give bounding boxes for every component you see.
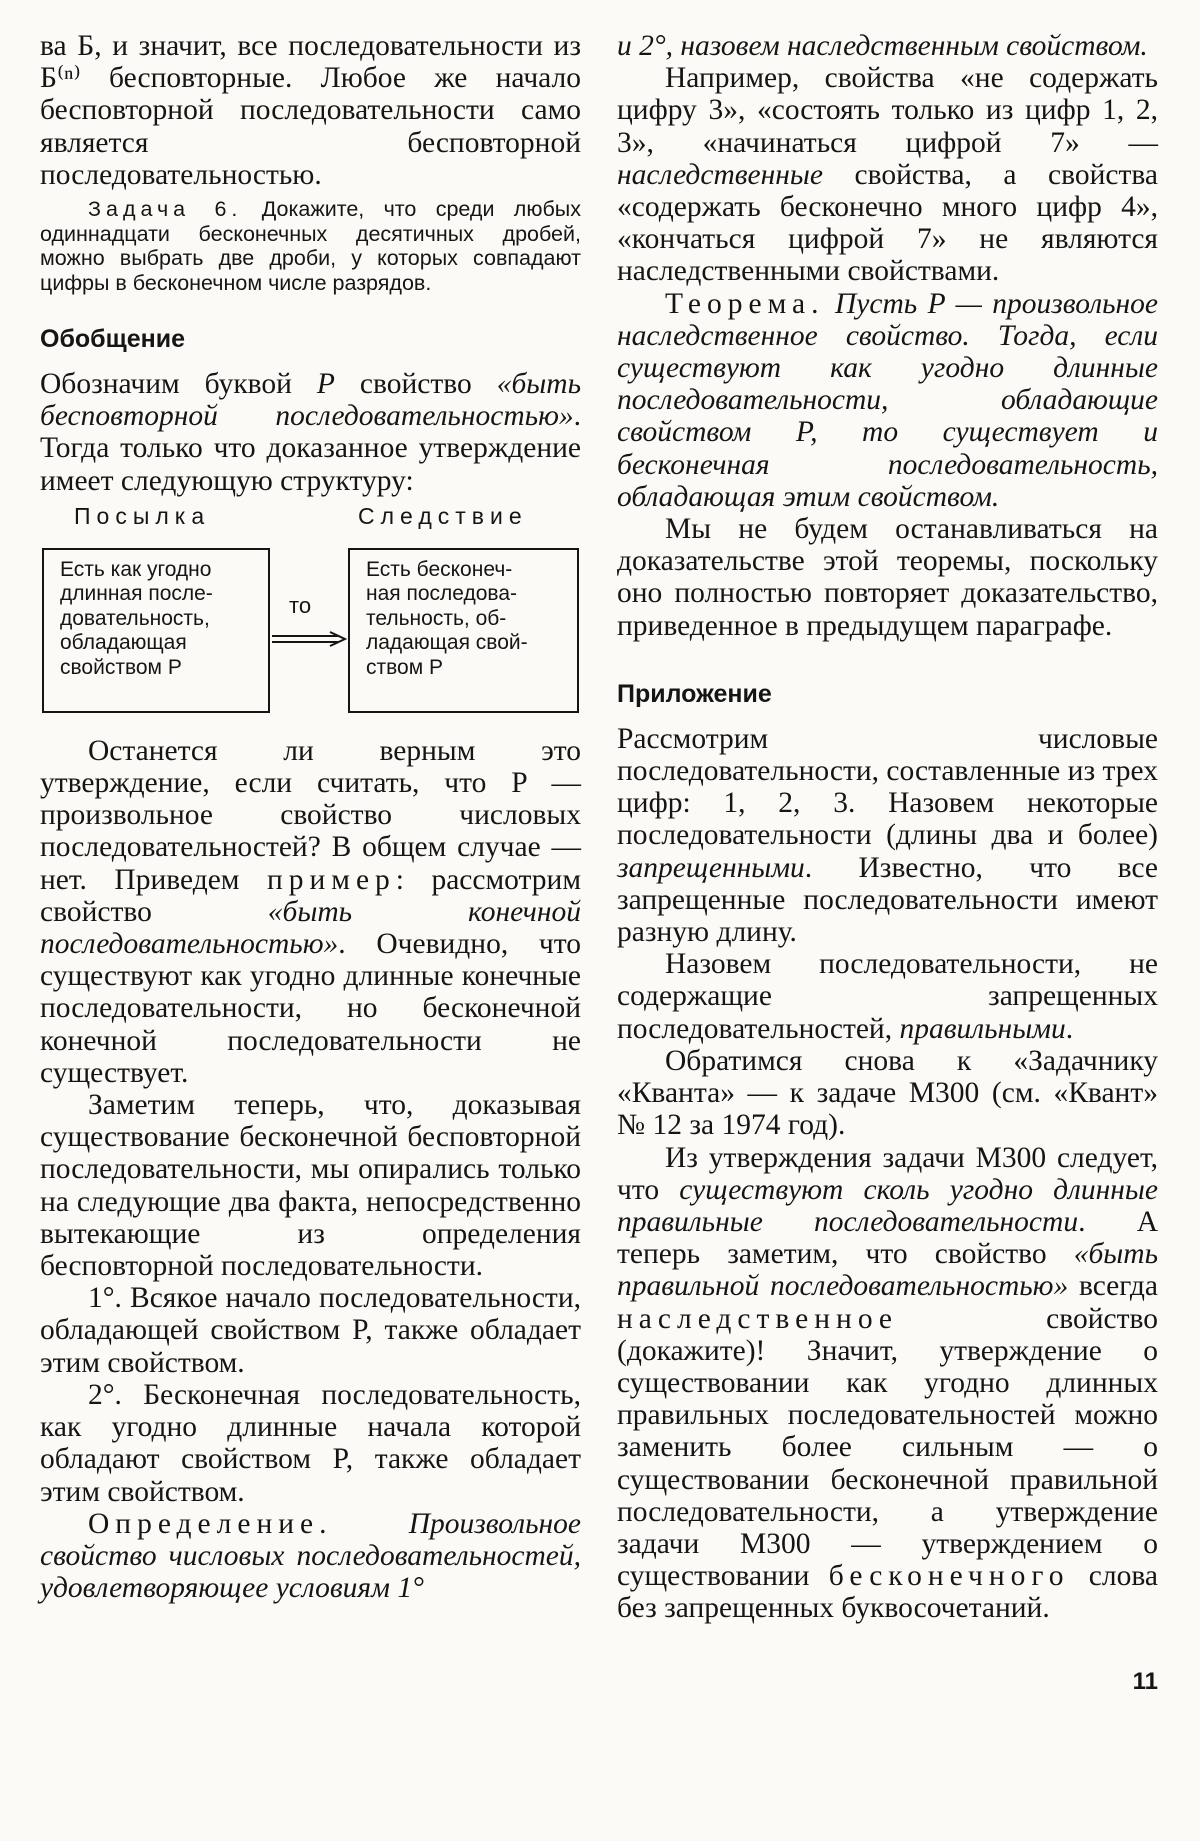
implication-arrow-icon xyxy=(272,631,347,647)
left-column xyxy=(40,30,581,1604)
section-heading-application: Приложение xyxy=(617,679,772,708)
section-heading-generalization: Обобщение xyxy=(40,325,185,354)
conclusion-line: тельность, об- xyxy=(366,606,507,630)
q-italic-property: «быть конечной последовательностью» xyxy=(40,895,581,961)
ex-text-1: Например, свойства «не содержать цифру 3», «состоять только из цифр 1, 2, 3», «начинаться цифрой 7» — xyxy=(617,62,1158,159)
ex-italic: наследственные xyxy=(617,158,823,191)
app4-spaced-2: бесконечного xyxy=(828,1560,1070,1593)
intro-paragraph: ва Б, и значит, все последовательности из Б⁽ⁿ⁾ бесповторные. Любое же начало бесповторной последовательности само является бесповторной последовательностью. xyxy=(40,30,581,191)
premise-line: обладающая xyxy=(60,631,187,655)
premise-line: длинная после- xyxy=(60,582,213,606)
premise-box xyxy=(42,548,270,713)
app4-spaced-1: наследственное xyxy=(617,1302,899,1335)
premise-conclusion-diagram xyxy=(40,503,581,735)
app4-text-5: слова без запрещенных буквосочетаний. xyxy=(617,1560,1158,1625)
q-text-3: . Очевидно, что существуют как угодно длинные конечные последовательности, но бесконечной конечной последовательности не существует. xyxy=(40,928,581,1089)
theorem-label: Теорема. xyxy=(665,287,825,320)
application-paragraph-1 xyxy=(617,723,1158,948)
premise-line: Есть как угодно xyxy=(60,557,212,581)
gen-symbol-p: P xyxy=(316,368,335,401)
theorem-italic: Пусть P — произвольное наследственное свойство. Тогда, если существуют как угодно длинные последовательности, обладающие свойством P, то существует и бесконечная последовательность, обладающая этим свойством. xyxy=(617,287,1158,513)
task-6 xyxy=(40,197,581,295)
theorem-paragraph xyxy=(617,288,1158,513)
application-paragraph-3: Обратимся снова к «Задачнику «Кванта» — к задаче М300 (см. «Квант» № 12 за 1974 год). xyxy=(617,1044,1158,1142)
definition-paragraph xyxy=(40,1508,581,1605)
generalization-paragraph xyxy=(40,368,581,497)
app1-text-1: Рассмотрим числовые последовательности, составленные из трех цифр: 1, 2, 3. Назовем некоторые последовательности (длины два и более) xyxy=(617,722,1158,852)
right-column xyxy=(617,30,1158,1625)
conclusion-box xyxy=(348,548,579,713)
fact-2: 2°. Бесконечная последовательность, как угодно длинные начала которой обладают свойством P, также обладает этим свойством. xyxy=(40,1378,581,1508)
gen-italic-property: «быть бесповторной последовательностью» xyxy=(40,368,581,433)
definition-cont-italic: и 2°, назовем наследственным свойством. xyxy=(617,30,1148,62)
gen-text-3: . Тогда только что доказанное утверждение имеет следующую структуру: xyxy=(40,400,581,497)
conclusion-line: ная последова- xyxy=(366,582,518,606)
app1-italic: запрещенными xyxy=(617,851,805,884)
conclusion-line: Есть бесконеч- xyxy=(366,557,513,581)
arrow-label: то xyxy=(289,592,312,618)
conclusion-label: Следствие xyxy=(358,502,528,529)
app2-text-1: Назовем последовательности, не содержащие запрещенных последовательностей, xyxy=(617,948,1158,1045)
app1-text-2: . Известно, что все запрещенные последовательности имеют разную длину. xyxy=(617,851,1158,949)
app4-text-4: свойство (докажите)! Значит, утверждение о существовании как угодно длинных правильных последовательностей можно заменить более сильным — о существовании бесконечной правильной последовательности, а утверждение задачи М300 — утверждением о существовании xyxy=(617,1302,1158,1593)
definition-continued xyxy=(617,30,1158,62)
proof-paragraph: Мы не будем останавливаться на доказательстве этой теоремы, поскольку оно полностью повторяет доказательство, приведенное в предыдущем параграфе. xyxy=(617,513,1158,642)
app2-text-2: . xyxy=(1065,1012,1074,1045)
gen-text-1: Обозначим буквой xyxy=(40,368,317,401)
premise-label: Посылка xyxy=(74,502,211,529)
q-example-word: пример xyxy=(266,863,396,896)
app4-text-2: . А теперь заметим, что свойство xyxy=(617,1205,1158,1271)
app4-text-1: Из утверждения задачи М300 следует, что xyxy=(617,1141,1158,1206)
conclusion-line: ладающая свой- xyxy=(366,631,528,655)
task-label: Задача 6. xyxy=(88,197,243,222)
question-paragraph xyxy=(40,735,581,1089)
app4-text-3: всегда xyxy=(1068,1270,1158,1303)
app4-italic-2: «быть правильной последовательностью» xyxy=(617,1238,1158,1303)
q-text-2: : рассмотрим свойство xyxy=(40,863,581,928)
application-paragraph-2 xyxy=(617,948,1158,1045)
task-text: Докажите, что среди любых одиннадцати бесконечных десятичных дробей, можно выбрать две дроби, у которых совпадают цифры в бесконечном числе разрядов. xyxy=(40,197,581,295)
fact-1: 1°. Всякое начало последовательности, обладающей свойством P, также обладает этим свойством. xyxy=(40,1282,581,1379)
gen-text-2: свойство xyxy=(334,368,497,401)
application-paragraph-4 xyxy=(617,1142,1158,1625)
note-paragraph: Заметим теперь, что, доказывая существование бесконечной бесповторной последовательности, мы опирались только на следующие два факта, непосредственно вытекающие из определения бесповторной последовательности. xyxy=(40,1089,581,1283)
premise-line: свойством P xyxy=(60,655,182,679)
app2-italic: правильными xyxy=(899,1012,1066,1045)
app4-italic-1: существуют сколь угодно длинные правильные последовательности xyxy=(617,1173,1158,1238)
definition-label: Определение. xyxy=(88,1507,333,1540)
conclusion-line: ством P xyxy=(366,655,443,679)
example-paragraph xyxy=(617,62,1158,287)
page-number: 11 xyxy=(1132,1668,1158,1695)
definition-italic: Произвольное свойство числовых последовательностей, удовлетворяющее условиям 1° xyxy=(40,1507,581,1605)
q-text-1: Останется ли верным это утверждение, если считать, что P — произвольное свойство числовых последовательностей? В общем случае — нет. Приведем xyxy=(40,734,581,896)
premise-line: довательность, xyxy=(60,606,210,630)
ex-text-2: свойства, а свойства «содержать бесконечно много цифр 4», «кончаться цифрой 7» не являются наследственными свойствами. xyxy=(617,158,1158,288)
